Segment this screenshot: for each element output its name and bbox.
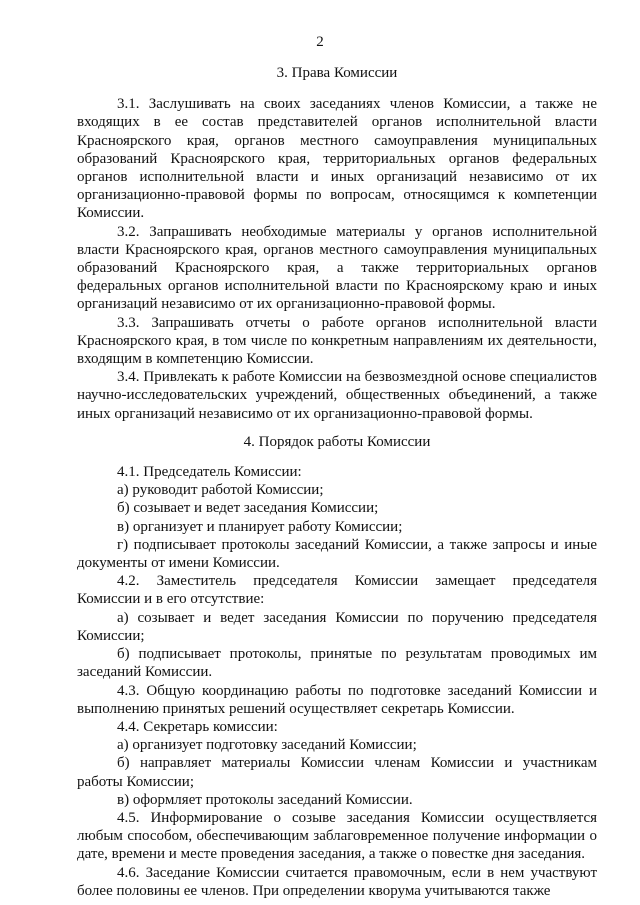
paragraph-4-1-v: в) организует и планирует работу Комиссии; xyxy=(117,518,403,535)
paragraph-4-1: 4.1. Председатель Комиссии: xyxy=(117,464,302,481)
section-4-heading: 4. Порядок работы Комиссии xyxy=(243,433,431,450)
paragraph-3-3: 3.3. Запрашивать отчеты о работе органов исполнительной власти Красноярского края, в том числе по конкретным направлениям их деятельности, входящим в компетенцию Комиссии. xyxy=(77,314,597,368)
paragraph-4-2: 4.2. Заместитель председателя Комиссии замещает председателя Комиссии и в его отсутствие: xyxy=(77,573,597,608)
page-number: 2 xyxy=(316,34,324,50)
paragraph-4-1-g: г) подписывает протоколы заседаний Комиссии, а также запросы и иные документы от имени Комиссии. xyxy=(77,536,597,572)
paragraph-4-3: 4.3. Общую координацию работы по подготовке заседаний Комиссии и выполнению принятых решений осуществляет секретарь Комиссии. xyxy=(77,682,597,717)
paragraph-4-4: 4.4. Секретарь комиссии: xyxy=(117,718,278,735)
paragraph-4-1-a: а) руководит работой Комиссии; xyxy=(117,482,324,499)
document-body xyxy=(77,64,597,900)
paragraph-4-2-a: а) созывает и ведет заседания Комиссии по поручению председателя Комиссии; xyxy=(77,609,597,644)
paragraph-4-4-v: в) оформляет протоколы заседаний Комиссии. xyxy=(117,791,413,808)
paragraph-4-6: 4.6. Заседание Комиссии считается правомочным, если в нем участвуют более половины ее членов. При определении кворума учитываются также xyxy=(77,864,597,899)
paragraph-4-5: 4.5. Информирование о созыве заседания Комиссии осуществляется любым способом, обеспечивающим заблаговременное получение информации о дате, времени и месте проведения заседания, а также о повестке дня заседания. xyxy=(77,809,597,863)
paragraph-3-1: 3.1. Заслушивать на своих заседаниях членов Комиссии, а также не входящих в ее состав представителей органов исполнительной власти Красноярского края, органов местного самоуправления муниципальных образований Красноярского края, территориальных органов федеральных органов исполнительной власти и иных организаций независимо от их организационно-правовой формы по вопросам, относящимся к компетенции Комиссии. xyxy=(77,96,597,222)
paragraph-4-4-a: а) организует подготовку заседаний Комиссии; xyxy=(117,737,417,754)
paragraph-3-4: 3.4. Привлекать к работе Комиссии на безвозмездной основе специалистов научно-исследовательских учреждений, общественных объединений, а также иных организаций независимо от их организационно-правовой формы. xyxy=(77,369,597,422)
paragraph-3-2: 3.2. Запрашивать необходимые материалы у органов исполнительной власти Красноярского края, органов местного самоуправления муниципальных образований Красноярского края, а также территориальных органов федеральных органов исполнительной власти по Красноярскому краю и иных организаций независимо от их организационно-правовой формы. xyxy=(77,223,597,313)
section-3-heading: 3. Права Комиссии xyxy=(276,65,398,81)
paragraph-4-2-b: б) подписывает протоколы, принятые по результатам проводимых им заседаний Комиссии. xyxy=(77,646,597,681)
paragraph-4-4-b: б) направляет материалы Комиссии членам Комиссии и участникам работы Комиссии; xyxy=(77,755,597,790)
paragraph-4-1-b: б) созывает и ведет заседания Комиссии; xyxy=(117,500,379,517)
